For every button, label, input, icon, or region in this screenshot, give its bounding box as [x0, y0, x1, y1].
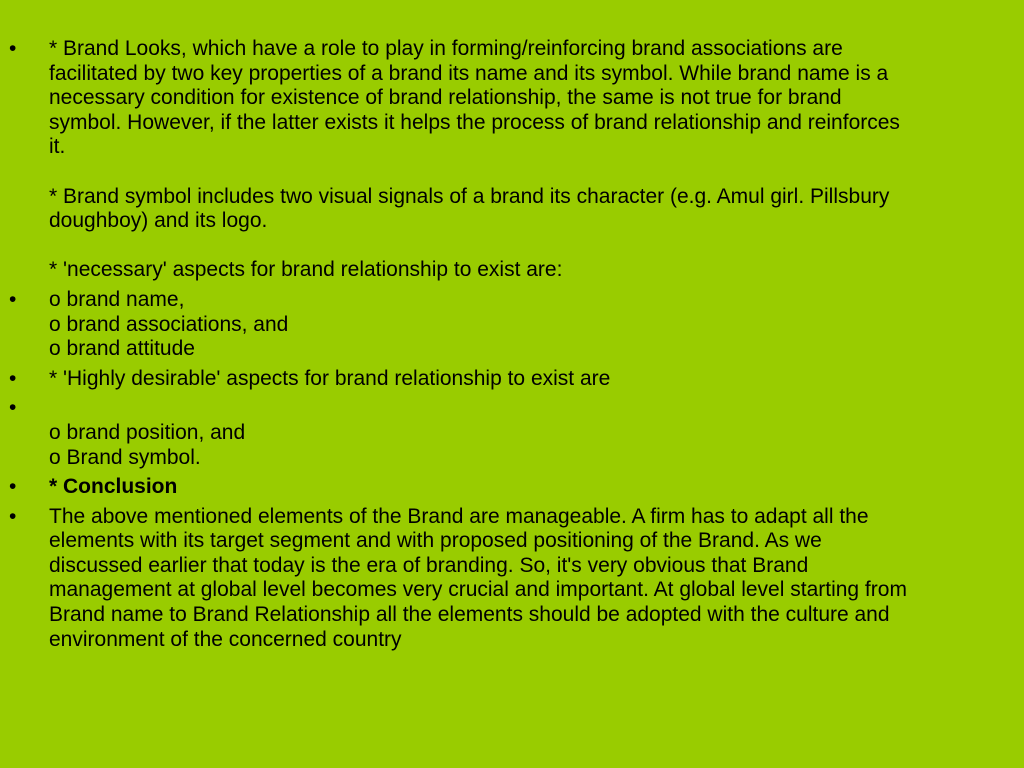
bullet-item-conclusion	[0, 475, 919, 500]
list-line: o brand name,	[49, 287, 185, 311]
list-line: o brand associations, and	[49, 312, 289, 336]
paragraph-gap	[49, 234, 919, 259]
bullet-item-necessary-list	[0, 288, 919, 362]
bullet-icon: •	[9, 504, 17, 528]
bullet-icon: •	[9, 287, 17, 311]
bullet-list	[0, 37, 1024, 657]
necessary-aspects-paragraph: * 'necessary' aspects for brand relationship to exist are:	[49, 258, 563, 282]
highly-desirable-text: * 'Highly desirable' aspects for brand relationship to exist are	[49, 366, 611, 390]
brand-symbol-paragraph: * Brand symbol includes two visual signals of a brand its character (e.g. Amul girl. Pillsbury doughboy) and its logo.	[49, 184, 890, 233]
blank-line	[49, 396, 919, 421]
brand-looks-paragraph: * Brand Looks, which have a role to play in forming/reinforcing brand associations are facilitated by two key properties of a brand its name and its symbol. While brand name is a necessary condition for existence of brand relationship, the same is not true for brand symbol. However, if the latter exists it helps the process of brand relationship and reinforces it.	[49, 37, 900, 159]
paragraph-gap	[49, 160, 919, 185]
bullet-item-desirable-list	[0, 396, 919, 470]
conclusion-paragraph: The above mentioned elements of the Brand are manageable. A firm has to adapt all the elements with its target segment and with proposed positioning of the Brand. As we discussed earlier that today is the era of branding. So, it's very obvious that Brand management at global level becomes very crucial and important. At global level starting from Brand name to Brand Relationship all the elements should be adopted with the culture and environment of the concerned country	[49, 504, 907, 651]
list-line: o brand attitude	[49, 337, 195, 361]
bullet-icon: •	[9, 366, 17, 390]
bullet-item-highly-desirable	[0, 367, 919, 392]
bullet-item-conclusion-text	[0, 505, 919, 653]
list-line: o Brand symbol.	[49, 445, 201, 469]
bullet-icon: •	[9, 396, 17, 420]
bullet-icon: •	[9, 475, 17, 499]
bullet-icon: •	[9, 37, 17, 60]
conclusion-heading: * Conclusion	[49, 475, 178, 499]
bullet-item-brand-looks	[0, 37, 919, 283]
list-line: o brand position, and	[49, 420, 246, 444]
